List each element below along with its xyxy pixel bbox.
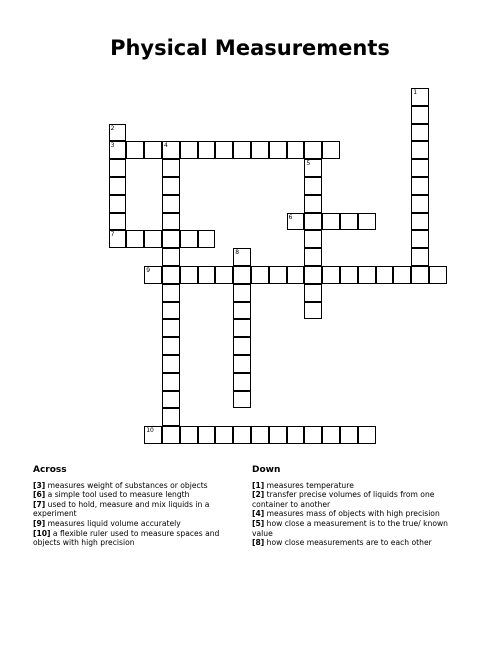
grid-cell[interactable] bbox=[198, 230, 216, 248]
grid-cell[interactable] bbox=[233, 426, 251, 444]
across-clue-list bbox=[33, 481, 248, 548]
grid-cell[interactable] bbox=[340, 426, 358, 444]
clue-text: how close measurements are to each other bbox=[264, 538, 432, 548]
clue-number: 2 bbox=[110, 124, 115, 132]
grid-cell[interactable] bbox=[233, 373, 251, 391]
grid-cell[interactable] bbox=[162, 302, 180, 320]
grid-cell[interactable] bbox=[233, 141, 251, 159]
grid-cell[interactable] bbox=[162, 391, 180, 409]
grid-cell[interactable] bbox=[287, 266, 305, 284]
clue-text: measures mass of objects with high precision bbox=[264, 509, 440, 519]
grid-cell[interactable] bbox=[429, 266, 447, 284]
grid-cell[interactable] bbox=[215, 266, 233, 284]
clue-ref: [6] bbox=[33, 490, 46, 500]
grid-cell[interactable] bbox=[233, 302, 251, 320]
grid-cell[interactable] bbox=[358, 266, 376, 284]
grid-cell[interactable] bbox=[287, 213, 305, 231]
grid-cell[interactable] bbox=[109, 124, 127, 142]
grid-cell[interactable] bbox=[304, 248, 322, 266]
grid-cell[interactable] bbox=[411, 159, 429, 177]
grid-cell[interactable] bbox=[126, 141, 144, 159]
across-clues bbox=[33, 466, 248, 548]
clue-ref: [3] bbox=[33, 480, 46, 490]
grid-cell[interactable] bbox=[358, 213, 376, 231]
grid-cell[interactable] bbox=[411, 124, 429, 142]
grid-cell[interactable] bbox=[162, 408, 180, 426]
grid-cell[interactable] bbox=[233, 391, 251, 409]
grid-cell[interactable] bbox=[215, 141, 233, 159]
grid-cell[interactable] bbox=[411, 213, 429, 231]
grid-cell[interactable] bbox=[411, 230, 429, 248]
clue-ref: [4] bbox=[252, 509, 265, 519]
grid-cell[interactable] bbox=[162, 426, 180, 444]
grid-cell[interactable] bbox=[304, 426, 322, 444]
down-clues bbox=[252, 466, 467, 548]
across-clue bbox=[33, 481, 248, 491]
grid-cell[interactable] bbox=[215, 426, 233, 444]
grid-cell[interactable] bbox=[411, 177, 429, 195]
grid-cell[interactable] bbox=[322, 213, 340, 231]
grid-cell[interactable] bbox=[162, 141, 180, 159]
clue-ref: [5] bbox=[252, 518, 265, 528]
grid-cell[interactable] bbox=[162, 195, 180, 213]
across-clue bbox=[33, 529, 248, 548]
grid-cell[interactable] bbox=[233, 248, 251, 266]
grid-cell[interactable] bbox=[411, 248, 429, 266]
grid-cell[interactable] bbox=[162, 248, 180, 266]
grid-cell[interactable] bbox=[269, 426, 287, 444]
across-clue bbox=[33, 500, 248, 519]
grid-cell[interactable] bbox=[180, 141, 198, 159]
grid-cell[interactable] bbox=[162, 213, 180, 231]
clue-ref: [9] bbox=[33, 518, 46, 528]
grid-cell[interactable] bbox=[109, 230, 127, 248]
clue-number: 6 bbox=[288, 213, 293, 221]
grid-cell[interactable] bbox=[109, 177, 127, 195]
grid-cell[interactable] bbox=[144, 426, 162, 444]
grid-cell[interactable] bbox=[411, 106, 429, 124]
clue-text: measures liquid volume accurately bbox=[45, 518, 181, 528]
clue-number: 8 bbox=[235, 249, 240, 257]
grid-cell[interactable] bbox=[198, 426, 216, 444]
grid-cell[interactable] bbox=[411, 141, 429, 159]
grid-cell[interactable] bbox=[162, 266, 180, 284]
clue-number: 9 bbox=[146, 267, 151, 274]
clue-text: transfer precise volumes of liquids from one container to another bbox=[252, 490, 435, 509]
grid-cell[interactable] bbox=[304, 177, 322, 195]
grid-cell[interactable] bbox=[144, 266, 162, 284]
grid-cell[interactable] bbox=[144, 141, 162, 159]
grid-cell[interactable] bbox=[162, 337, 180, 355]
grid-cell[interactable] bbox=[109, 213, 127, 231]
grid-cell[interactable] bbox=[304, 213, 322, 231]
grid-cell[interactable] bbox=[304, 302, 322, 320]
grid-cell[interactable] bbox=[233, 355, 251, 373]
grid-cell[interactable] bbox=[304, 230, 322, 248]
grid-cell[interactable] bbox=[411, 88, 429, 106]
clue-text: measures temperature bbox=[264, 480, 354, 490]
clue-number: 5 bbox=[306, 160, 311, 168]
grid-cell[interactable] bbox=[162, 373, 180, 391]
grid-cell[interactable] bbox=[251, 141, 269, 159]
grid-cell[interactable] bbox=[304, 159, 322, 177]
grid-cell[interactable] bbox=[287, 426, 305, 444]
grid-cell[interactable] bbox=[251, 426, 269, 444]
grid-cell[interactable] bbox=[198, 141, 216, 159]
clue-number: 7 bbox=[110, 231, 115, 239]
grid-cell[interactable] bbox=[340, 213, 358, 231]
clue-ref: [2] bbox=[252, 490, 265, 500]
grid-cell[interactable] bbox=[162, 177, 180, 195]
grid-cell[interactable] bbox=[162, 284, 180, 302]
down-heading: Down bbox=[252, 465, 281, 475]
grid-cell[interactable] bbox=[198, 266, 216, 284]
grid-cell[interactable] bbox=[304, 284, 322, 302]
grid-cell[interactable] bbox=[233, 337, 251, 355]
grid-cell[interactable] bbox=[304, 141, 322, 159]
clue-number: 1 bbox=[413, 89, 418, 96]
down-clue bbox=[252, 490, 467, 509]
clue-ref: [1] bbox=[252, 480, 265, 490]
grid-cell[interactable] bbox=[358, 426, 376, 444]
grid-cell[interactable] bbox=[304, 266, 322, 284]
grid-cell[interactable] bbox=[269, 266, 287, 284]
grid-cell[interactable] bbox=[162, 319, 180, 337]
grid-cell[interactable] bbox=[126, 230, 144, 248]
across-clue bbox=[33, 519, 248, 529]
grid-cell[interactable] bbox=[393, 266, 411, 284]
grid-cell[interactable] bbox=[109, 141, 127, 159]
grid-cell[interactable] bbox=[180, 426, 198, 444]
down-clue bbox=[252, 538, 467, 548]
grid-cell[interactable] bbox=[162, 355, 180, 373]
grid-cell[interactable] bbox=[411, 195, 429, 213]
grid-cell[interactable] bbox=[322, 141, 340, 159]
clue-number: 10 bbox=[146, 427, 154, 435]
down-clue bbox=[252, 519, 467, 538]
grid-cell[interactable] bbox=[340, 266, 358, 284]
across-clue bbox=[33, 490, 248, 500]
down-clue bbox=[252, 481, 467, 491]
clue-text: a simple tool used to measure length bbox=[45, 490, 190, 500]
grid-cell[interactable] bbox=[251, 266, 269, 284]
across-heading: Across bbox=[33, 465, 67, 475]
grid-cell[interactable] bbox=[109, 159, 127, 177]
puzzle-title: Physical Measurements bbox=[110, 36, 390, 60]
grid-cell[interactable] bbox=[162, 159, 180, 177]
grid-cell[interactable] bbox=[144, 230, 162, 248]
clue-text: used to hold, measure and mix liquids in a experiment bbox=[33, 499, 210, 519]
grid-cell[interactable] bbox=[109, 195, 127, 213]
clue-text: a flexible ruler used to measure spaces and objects with high precision bbox=[33, 528, 220, 548]
grid-cell[interactable] bbox=[287, 141, 305, 159]
grid-cell[interactable] bbox=[411, 266, 429, 284]
clue-ref: [10] bbox=[33, 528, 51, 538]
grid-cell[interactable] bbox=[233, 284, 251, 302]
grid-cell[interactable] bbox=[180, 266, 198, 284]
grid-cell[interactable] bbox=[180, 230, 198, 248]
down-clue bbox=[252, 509, 467, 519]
clue-text: how close a measurement is to the true/ known value bbox=[252, 518, 448, 538]
grid-cell[interactable] bbox=[376, 266, 394, 284]
clue-number: 4 bbox=[164, 142, 168, 150]
grid-cell[interactable] bbox=[322, 426, 340, 444]
down-clue-list bbox=[252, 481, 467, 548]
clue-ref: [8] bbox=[252, 538, 265, 548]
grid-cell[interactable] bbox=[162, 230, 180, 248]
clue-number: 3 bbox=[110, 142, 115, 150]
clue-text: measures weight of substances or objects bbox=[45, 480, 208, 490]
clue-ref: [7] bbox=[33, 499, 46, 509]
grid-cell[interactable] bbox=[322, 266, 340, 284]
grid-cell[interactable] bbox=[304, 195, 322, 213]
grid-cell[interactable] bbox=[233, 266, 251, 284]
grid-cell[interactable] bbox=[233, 319, 251, 337]
grid-cell[interactable] bbox=[269, 141, 287, 159]
